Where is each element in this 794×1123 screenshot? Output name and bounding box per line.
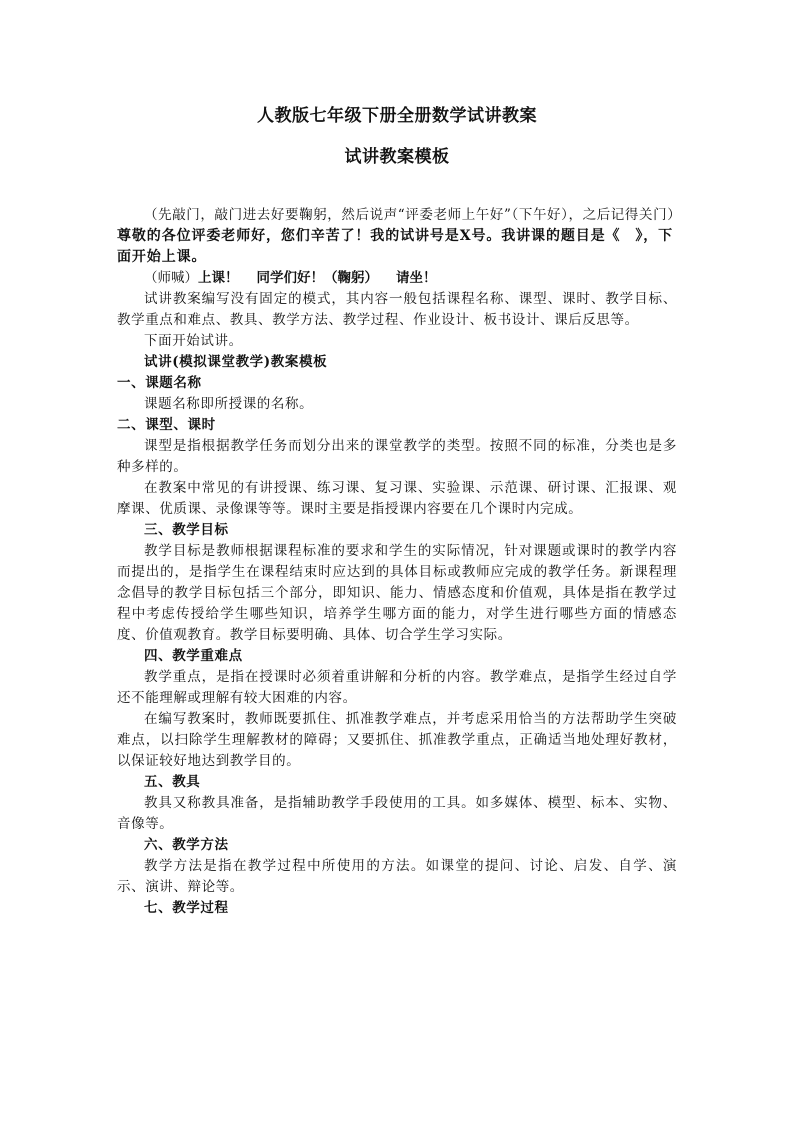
- document-title: 人教版七年级下册全册数学试讲教案: [257, 106, 537, 126]
- section-heading: 六、教学方法: [144, 837, 229, 853]
- section-paragraph: 在教案中常见的有讲授课、练习课、复习课、实验课、示范课、研讨课、汇报课、观摩课、优质课、录像课等等。课时主要是指授课内容要在几个课时内完成。: [117, 480, 677, 517]
- section-paragraph: 教学目标是教师根据课程标准的要求和学生的实际情况，针对课题或课时的教学内容而提出的，是指学生在课程结束时应达到的具体目标或教师应完成的教学任务。新课程理念倡导的教学目标包括三个部分，即知识、能力、情感态度和价值观，具体是指在教学过程中考虑传授给学生哪些知识，培养学生哪方面的能力，对学生进行哪些方面的情感态度、价值观教育。教学目标要明确、具体、切合学生学习实际。: [117, 543, 677, 643]
- shout-part-teacher: （师喊）: [144, 270, 198, 286]
- section-heading: 五、教具: [144, 774, 201, 790]
- class-start-line: [117, 268, 677, 289]
- section-paragraph: 在编写教案时，教师既要抓住、抓准教学难点，并考虑采用恰当的方法帮助学生突破难点，以扫除学生理解教材的障碍；又要抓住、抓准教学重点，正确适当地处理好教材，以保证较好地达到教学目的。: [117, 711, 677, 769]
- document-subtitle: 试讲教案模板: [344, 147, 450, 167]
- shout-part-class: 上课！: [198, 270, 239, 286]
- general-paragraph: 试讲教案编写没有固定的模式，其内容一般包括课程名称、课型、课时、教学目标、教学重点和难点、教具、教学方法、教学过程、作业设计、板书设计、课后反思等。: [117, 291, 677, 328]
- section-paragraph: 课题名称即所授课的名称。: [144, 396, 314, 412]
- shout-part-sit: 请坐！: [396, 270, 437, 286]
- template-heading: 试讲(模拟课堂教学)教案模板: [144, 354, 328, 370]
- section-heading: 四、教学重难点: [144, 648, 243, 664]
- section-paragraph: 课型是指根据教学任务而划分出来的课堂教学的类型。按照不同的标准，分类也是多种多样的。: [117, 438, 677, 475]
- shout-part-greeting: 同学们好！（鞠躬）: [256, 270, 378, 286]
- section-heading: 二、课型、课时: [117, 417, 216, 433]
- section-paragraph: 教学方法是指在教学过程中所使用的方法。如课堂的提问、讨论、启发、自学、演示、演讲、辩论等。: [117, 858, 677, 895]
- document-page: [117, 100, 682, 919]
- start-paragraph: 下面开始试讲。: [144, 333, 243, 349]
- greeting-paragraph: 尊敬的各位评委老师好，您们辛苦了！我的试讲号是X号。我讲课的题目是《 》，下面开始上课。: [117, 228, 674, 265]
- section-heading: 一、课题名称: [117, 375, 202, 391]
- intro-note: （先敲门，敲门进去好要鞠躬，然后说声“评委老师上午好”（下午好），之后记得关门）: [144, 207, 682, 223]
- section-paragraph: 教具又称教具准备，是指辅助教学手段使用的工具。如多媒体、模型、标本、实物、音像等。: [117, 795, 677, 832]
- section-heading: 七、教学过程: [144, 900, 229, 916]
- section-paragraph: 教学重点，是指在授课时必须着重讲解和分析的内容。教学难点，是指学生经过自学还不能理解或理解有较大困难的内容。: [117, 669, 677, 706]
- section-heading: 三、教学目标: [144, 522, 229, 538]
